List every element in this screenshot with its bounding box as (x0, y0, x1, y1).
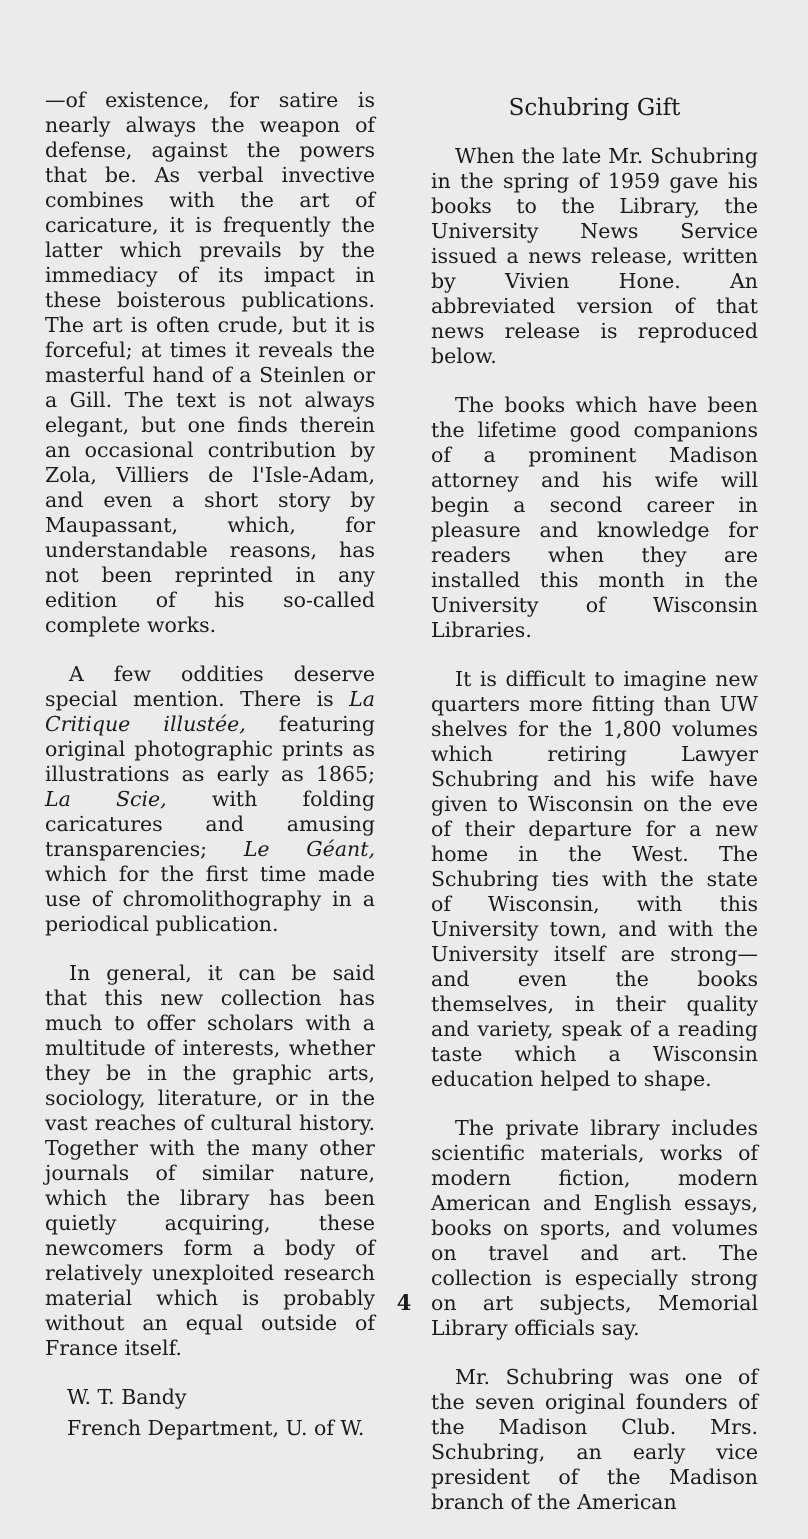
periodical-title: La Critique illustée, (45, 687, 375, 736)
text-run: which for the first time made use of chromolithography in a periodical publication. (45, 862, 375, 936)
section-heading: Schubring Gift (508, 95, 681, 121)
body-paragraph: In general, it can be said that this new collection has much to offer scholars with a multitude of interests, whether they be in the graphic arts, sociology, literature, or in the vast reaches of cultural history. Together with the many other journals of similar nature, which the library has been quietly acquiring, these newcomers form a body of relatively unexploited research material which is probably without an equal outside of France itself. (45, 961, 375, 1360)
periodical-title: Le Géant, (243, 837, 375, 861)
body-paragraph: When the late Mr. Schubring in the spring of 1959 gave his books to the Library, the University News Service issued a news release, written by Vivien Hone. An abbreviated version of that news release is reproduced below. (431, 144, 758, 368)
page-number: 4 (396, 1290, 412, 1315)
periodical-title: La Scie, (45, 787, 167, 811)
body-paragraph: It is difficult to imagine new quarters more fitting than UW shelves for the 1,800 volumes which retiring Lawyer Schubring and his wife have given to Wisconsin on the eve of their departure for a new home in the West. The Schubring ties with the state of Wisconsin, with this University town, and with the University itself are strong—and even the books themselves, in their quality and variety, speak of a reading taste which a Wisconsin education helped to shape. (431, 667, 758, 1091)
body-paragraph-oddities (45, 662, 375, 937)
text-run: with folding caricatures and amusing transparencies; (45, 787, 375, 861)
body-paragraph: Mr. Schubring was one of the seven original founders of the Madison Club. Mrs. Schubring, an early vice president of the Madison branch of the American (431, 1365, 758, 1514)
signature-affiliation: French Department, U. of W. (67, 1416, 365, 1440)
body-paragraph: The books which have been the lifetime good companions of a prominent Madison attorney and his wife will begin a second career in pleasure and knowledge for readers when they are installed this month in the University of Wisconsin Libraries. (431, 393, 758, 642)
right-column (431, 88, 758, 1539)
body-paragraph: —of existence, for satire is nearly always the weapon of defense, against the powers that be. As verbal invective combines with the art of caricature, it is frequently the latter which prevails by the immediacy of its impact in these boisterous publications. The art is often crude, but it is forceful; at times it reveals the masterful hand of a Steinlen or a Gill. The text is not always elegant, but one finds therein an occasional contribution by Zola, Villiers de l'Isle-Adam, and even a short story by Maupassant, which, for understandable reasons, has not been reprinted in any edition of his so-called complete works. (45, 88, 375, 637)
signature-name: W. T. Bandy (67, 1385, 187, 1409)
text-run: featuring original photographic prints as illustrations as early as 1865; (45, 712, 375, 786)
left-column (45, 88, 375, 1441)
text-run: A few oddities deserve special mention. There is (45, 662, 375, 711)
body-paragraph: The private library includes scientific materials, works of modern fiction, modern American and English essays, books on sports, and volumes on travel and art. The collection is especially strong on art subjects, Memorial Library officials say. (431, 1116, 758, 1340)
